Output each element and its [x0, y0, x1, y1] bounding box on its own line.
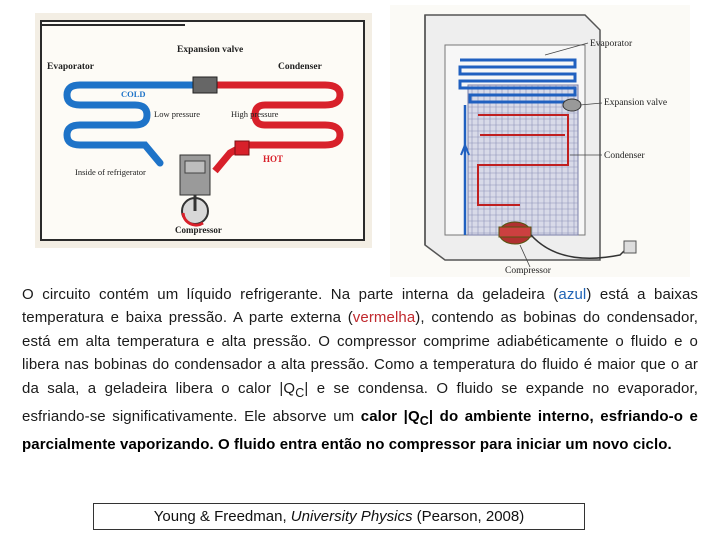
label-hot: HOT: [263, 154, 284, 164]
citation-box: [93, 503, 585, 530]
label-compressor: Compressor: [175, 225, 222, 235]
refrigeration-schematic: [35, 13, 372, 248]
expansion-valve: [193, 77, 217, 93]
hot-arrow-block: [235, 141, 249, 155]
subscript-c: C: [295, 385, 305, 400]
evaporator-coils: [460, 60, 575, 102]
label-condenser: Condenser: [278, 62, 322, 72]
citation-authors: Young & Freedman,: [153, 508, 287, 525]
word-azul: azul: [558, 286, 587, 303]
label-evaporator-right: Evaporator: [590, 39, 633, 49]
refrigerator-cutaway: [390, 5, 690, 277]
cutaway-drawing: [390, 5, 690, 277]
word-vermelha: vermelha: [352, 309, 416, 327]
label-condenser-right: Condenser: [604, 151, 645, 161]
label-low-pressure: Low pressure: [154, 109, 201, 119]
explanation-paragraph: [22, 283, 698, 457]
paragraph-part-3: ), contendo as bobinas do condensador, está em alta temperatura e alta pressão. O compressor comprime adiabéticamente o fluido e o libera nas bobinas do condensador a alta pressão. Como a temperatura do fluido é maior que o ar da sala, a geladeira libera o calor |Q: [22, 309, 698, 397]
compressor-unit: [180, 155, 210, 225]
paragraph-part-2: ) está a baixas temperatura e baixa pressão. A parte externa (: [22, 286, 698, 327]
paragraph-part-1: O circuito contém um líquido refrigerante. Na parte interna da geladeira (: [22, 286, 559, 303]
label-high-pressure: High pressure: [231, 109, 279, 119]
compressor-body: [499, 227, 531, 237]
paragraph-part-4: | e se condensa. O fluido se expande no evaporador, esfriando-se significativamente. Ele absorve um: [22, 379, 698, 426]
citation-title: University Physics: [290, 508, 413, 525]
label-expansion-valve: Expansion valve: [177, 45, 244, 55]
label-compressor-right: Compressor: [505, 266, 551, 276]
expansion-valve-shape: [563, 99, 581, 111]
schematic-drawing: [35, 13, 372, 248]
label-inside-refrigerator: Inside of refrigerator: [75, 167, 146, 177]
bold-subscript-c: C: [419, 414, 429, 429]
label-cold: COLD: [121, 89, 146, 99]
bold-part-2: | do ambiente interno, esfriando-o e parcialmente vaporizando. O fluido entra então no compressor para iniciar um novo ciclo.: [22, 408, 698, 454]
label-expansion-valve-right: Expansion valve: [604, 98, 668, 108]
condenser-grid: [468, 85, 578, 235]
wall-plug: [624, 241, 636, 253]
label-evaporator: Evaporator: [47, 62, 94, 72]
bold-part-1: calor |Q: [360, 408, 420, 426]
citation-publisher: (Pearson, 2008): [416, 508, 525, 525]
